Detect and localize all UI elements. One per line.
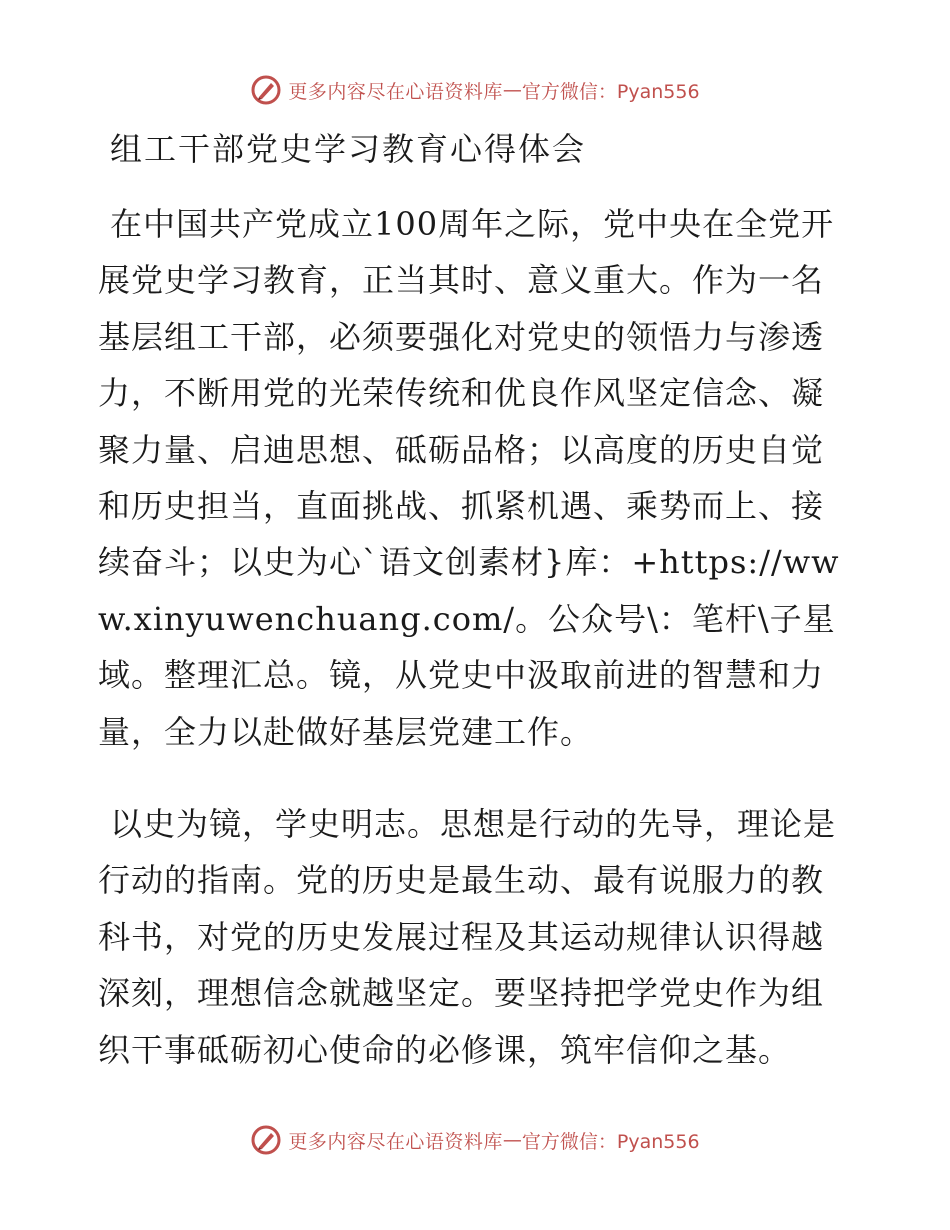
footer-banner	[0, 1120, 950, 1160]
banner-dash: —	[502, 1129, 522, 1151]
pen-logo-icon	[250, 74, 282, 106]
pen-logo-icon	[250, 1124, 282, 1156]
document-title: 组工干部党史学习教育心得体会	[110, 130, 587, 168]
paragraph-2: 以史为镜，学史明志。思想是行动的先导，理论是行动的指南。党的历史是最生动、最有说服力的教科书，对党的历史发展过程及其运动规律认识得越深刻，理想信念就越坚定。要坚持把学党史作为组织干事砥砺初心使命的必修课，筑牢信仰之基。	[98, 805, 837, 1069]
banner-text: 更多内容尽在心语资料库	[288, 80, 503, 103]
banner-dash: —	[502, 79, 522, 101]
header-banner	[0, 70, 950, 110]
document-body	[98, 196, 850, 1078]
banner-wechat: 官方微信：Pyan556	[521, 1130, 700, 1153]
banner-wechat: 官方微信：Pyan556	[521, 80, 700, 103]
banner-text: 更多内容尽在心语资料库	[288, 1130, 503, 1153]
paragraph-1: 在中国共产党成立100周年之际，党中央在全党开展党史学习教育，正当其时、意义重大。作为一名基层组工干部，必须要强化对党史的领悟力与渗透力，不断用党的光荣传统和优良作风坚定信念、凝聚力量、启迪思想、砥砺品格；以高度的历史自觉和历史担当，直面挑战、抓紧机遇、乘势而上、接续奋斗；以史为心`语文创素材}库：+https://www.xinyuwenchuang.com/。公众号\：笔杆\子星域。整理汇总。镜，从党史中汲取前进的智慧和力量，全力以赴做好基层党建工作。	[98, 205, 840, 751]
